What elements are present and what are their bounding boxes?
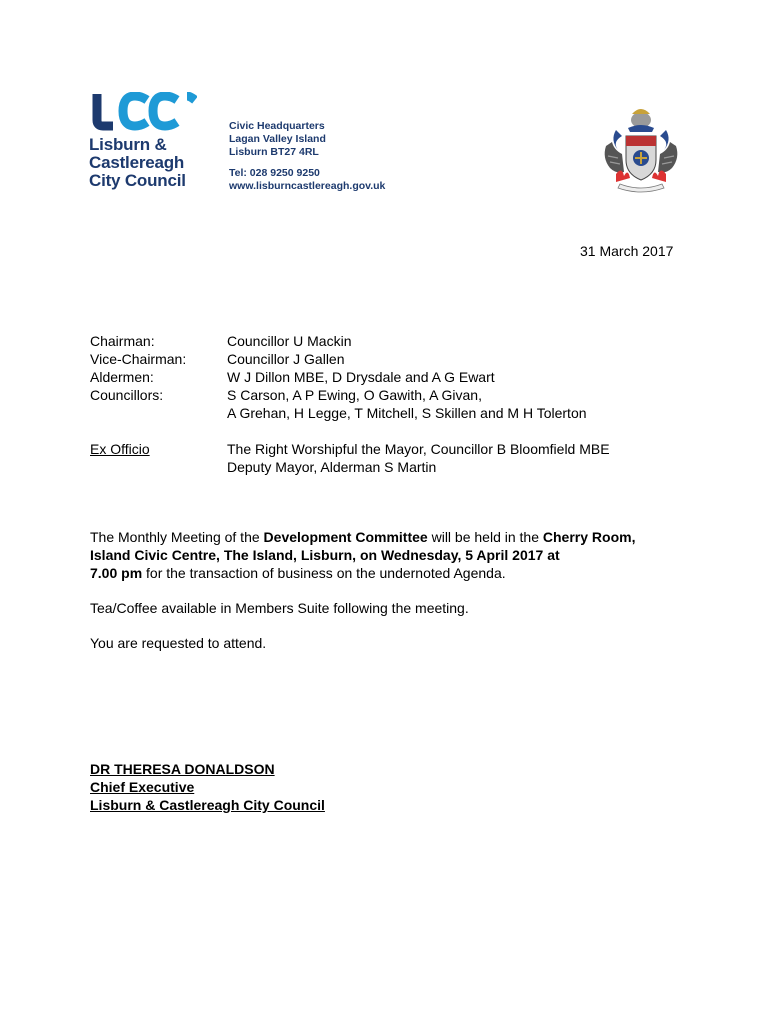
address-line1: Civic Headquarters <box>229 120 325 132</box>
ex-officio-line1: The Right Worshipful the Mayor, Councillor B Bloomfield MBE <box>227 441 610 457</box>
website: www.lisburncastlereagh.gov.uk <box>229 180 386 192</box>
letter-date: 31 March 2017 <box>580 243 674 259</box>
lccc-logo-c-icon <box>89 92 197 132</box>
council-name-logo <box>89 136 186 190</box>
coat-of-arms-icon <box>602 106 680 194</box>
address-block <box>229 120 385 193</box>
council-name-line2: Castlereagh <box>89 153 185 172</box>
notice-text: The Monthly Meeting of the <box>90 529 264 545</box>
committee-name: Development Committee <box>263 529 428 545</box>
meeting-time: 7.00 pm <box>90 565 143 581</box>
member-value: A Grehan, H Legge, T Mitchell, S Skillen and M H Tolerton <box>227 405 587 421</box>
venue-room: Cherry Room, <box>542 529 636 545</box>
member-label: Aldermen: <box>90 369 154 385</box>
member-label: Vice-Chairman: <box>90 351 187 367</box>
refreshments-note: Tea/Coffee available in Members Suite following the meeting. <box>90 600 469 616</box>
ex-officio-label: Ex Officio <box>90 441 150 457</box>
attendance-request: You are requested to attend. <box>90 635 267 651</box>
address-line3: Lisburn BT27 4RL <box>229 146 319 158</box>
signature-block <box>90 760 325 814</box>
ex-officio-line2: Deputy Mayor, Alderman S Martin <box>227 459 437 475</box>
venue-and-date: Island Civic Centre, The Island, Lisburn, on Wednesday, 5 April 2017 at <box>90 547 560 563</box>
signatory-organisation: Lisburn & Castlereagh City Council <box>90 797 325 813</box>
telephone: Tel: 028 9250 9250 <box>229 167 320 179</box>
member-value: Councillor J Gallen <box>227 351 345 367</box>
signatory-name: DR THERESA DONALDSON <box>90 761 275 777</box>
meeting-notice-paragraph <box>90 528 690 582</box>
notice-text: for the transaction of business on the undernoted Agenda. <box>142 565 506 581</box>
council-name-line1: Lisburn & <box>89 135 167 154</box>
signatory-title: Chief Executive <box>90 779 195 795</box>
notice-text: will be held in the <box>427 529 543 545</box>
member-label: Councillors: <box>90 387 164 403</box>
member-label: Chairman: <box>90 333 155 349</box>
member-value: S Carson, A P Ewing, O Gawith, A Givan, <box>227 387 482 403</box>
council-name-line3: City Council <box>89 171 186 190</box>
member-value: W J Dillon MBE, D Drysdale and A G Ewart <box>227 369 495 385</box>
member-value: Councillor U Mackin <box>227 333 352 349</box>
address-line2: Lagan Valley Island <box>229 133 326 145</box>
